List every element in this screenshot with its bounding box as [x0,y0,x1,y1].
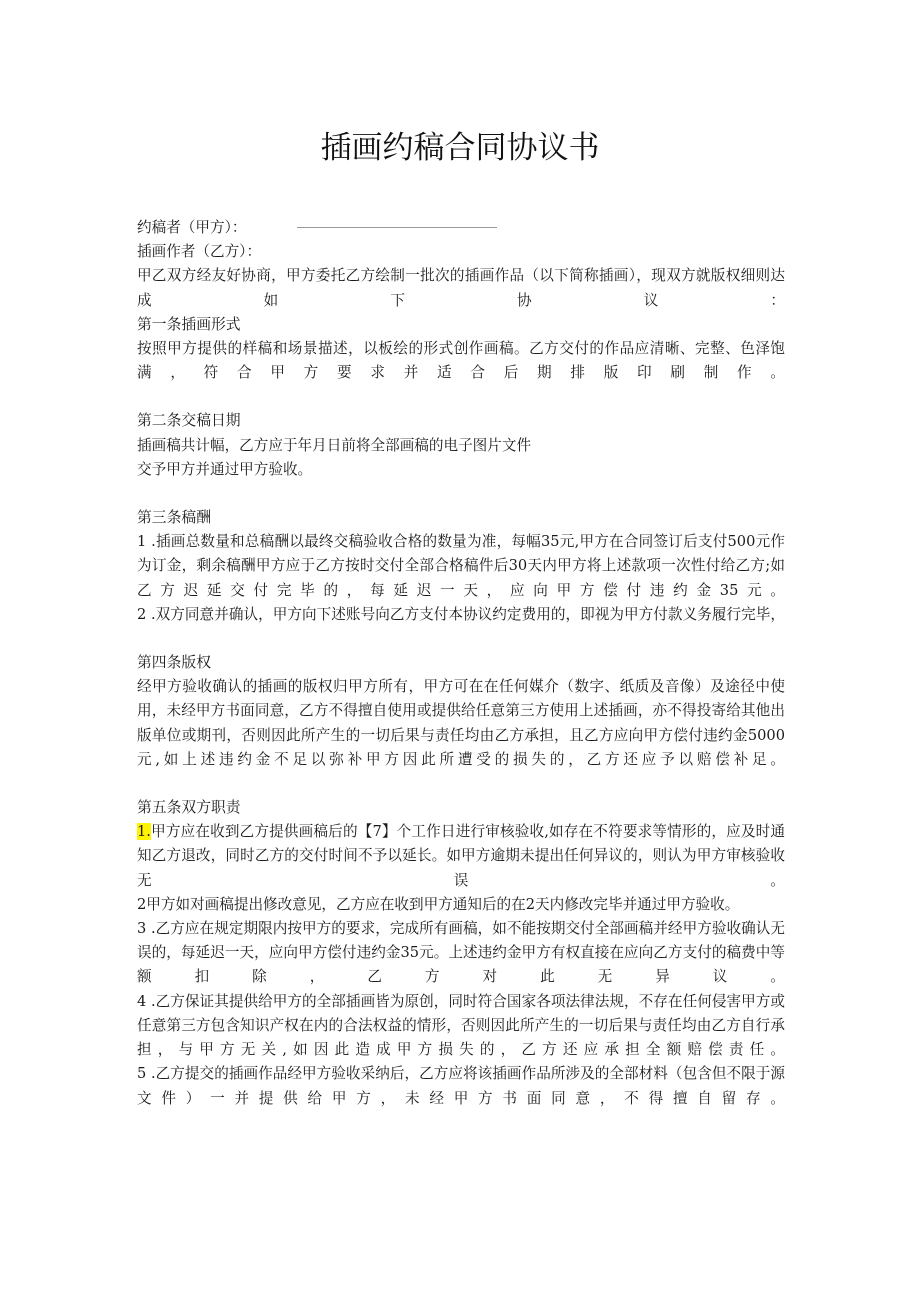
section-5-paragraph-1 [137,820,785,893]
document-title: 插画约稿合同协议书 [320,130,600,166]
section-5-paragraph-4: 4 .乙方保证其提供给甲方的全部插画皆为原创，同时符合国家各项法律法规，不存在任何侵害甲方或任意第三方包含知识产权在内的合法权益的情形，否则因此所产生的一切后果与责任均由乙方自行承担，与甲方无关,如因此造成甲方损失的，乙方还应承担全额赔偿责任。 [137,992,785,1059]
section-2-paragraph-2: 交予甲方并通过甲方验收。 [137,460,313,478]
section-heading-2: 第二条交稿日期 [137,412,241,430]
party-a-signature-line [297,227,497,228]
document-body [137,216,785,1111]
section-3-paragraph-2: 2 .双方同意并确认，甲方向下述账号向乙方支付本协议约定费用的，即视为甲方付款义务履行完毕， [137,605,785,623]
party-a-label: 约稿者（甲方）： [137,219,247,236]
intro-paragraph: 甲乙双方经友好协商，甲方委托乙方绘制一批次的插画作品（以下简称插画），现双方就版权细则达成如下协议： [137,267,785,309]
section-3-paragraph-1: 1 .插画总数量和总稿酬以最终交稿验收合格的数量为准，每幅35元,甲方在合同签订后支付500元作为订金，剩余稿酬甲方应于乙方按时交付全部合格稿件后30天内甲方将上述款项一次性付给乙方;如乙方迟延交付完毕的，每延迟一天，应向甲方偿付违约金35元。 [137,533,785,599]
party-b-label: 插画作者（乙方）： [137,243,262,261]
section-heading-1: 第一条插画形式 [137,315,241,333]
party-a-line [137,216,785,240]
section-5-paragraph-3: 3 .乙方应在规定期限内按甲方的要求，完成所有画稿，如不能按期交付全部画稿并经甲方验收确认无误的，每延迟一天，应向甲方偿付违约金35元。上述违约金甲方有权直接在应向乙方支付的稿费中等额扣除，乙方对此无异议。 [137,920,785,986]
section-heading-3: 第三条稿酬 [137,509,211,527]
section-4-paragraph: 经甲方验收确认的插画的版权归甲方所有，甲方可在在任何媒介（数字、纸质及音像）及途径中使用，未经甲方书面同意，乙方不得擅自使用或提供给任意第三方使用上述插画，亦不得投寄给其他出版单位或期刊，否则因此所产生的一切后果与责任均由乙方承担，且乙方应向甲方偿付违约金5000元,如上述违约金不足以弥补甲方因此所遭受的损失的，乙方还应予以赔偿补足。 [137,678,785,768]
section-1-paragraph: 按照甲方提供的样稿和场景描述，以板绘的形式创作画稿。乙方交付的作品应清晰、完整、色泽饱满，符合甲方要求并适合后期排版印刷制作。 [137,340,785,382]
section-2-paragraph-1: 插画稿共计幅，乙方应于年月日前将全部画稿的电子图片文件 [137,436,532,454]
section-heading-4: 第四条版权 [137,654,211,672]
highlighted-number: 1. [137,823,151,841]
section-5-paragraph-2: 2甲方如对画稿提出修改意见，乙方应在收到甲方通知后的在2天内修改完毕并通过甲方验收。 [137,895,740,913]
section-heading-5: 第五条双方职责 [137,799,241,817]
section-5-paragraph-1-text: 甲方应在收到乙方提供画稿后的【7】个工作日进行审核验收,如存在不符要求等情形的，应及时通知乙方退改，同时乙方的交付时间不予以延长。如甲方逾期未提出任何异议的，则认为甲方审核验收无误。 [137,823,785,889]
section-5-paragraph-5: 5 .乙方提交的插画作品经甲方验收采纳后，乙方应将该插画作品所涉及的全部材料（包含但不限于源文件）一并提供给甲方，未经甲方书面同意，不得擅自留存。 [137,1065,785,1107]
